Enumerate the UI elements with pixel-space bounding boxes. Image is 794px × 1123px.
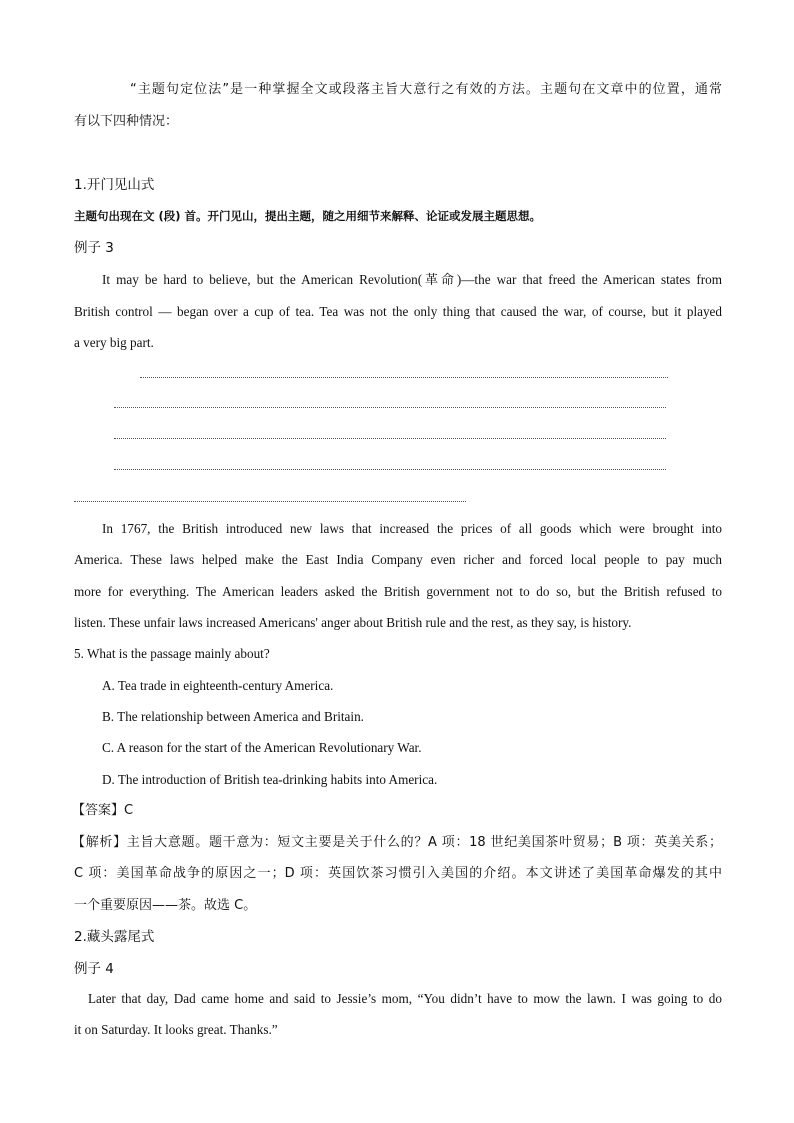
option-a: A. Tea trade in eighteenth-century America. xyxy=(102,678,334,693)
analysis-line-2: C 项：美国革命战争的原因之一；D 项：英国饮茶习惯引入美国的介绍。本文讲述了美国革命爆发的其中 xyxy=(74,866,722,881)
para2-line-1: In 1767, the British introduced new laws that increased the prices of all goods which were brought into xyxy=(102,521,722,536)
omission-dotted-line-3 xyxy=(114,438,666,439)
para2-line-4: listen. These unfair laws increased Americans' anger about British rule and the rest, as they say, is history. xyxy=(74,615,632,630)
option-c: C. A reason for the start of the American Revolutionary War. xyxy=(102,740,422,755)
example-4-label: 例子 4 xyxy=(74,961,114,977)
para2-line-3: more for everything. The American leaders asked the British government not to do so, but the British refused to xyxy=(74,584,722,599)
section2-para-line-2: it on Saturday. It looks great. Thanks.” xyxy=(74,1022,278,1037)
section1-description: 主题句出现在文 (段) 首。开门见山，提出主题，随之用细节来解释、论证或发展主题思想。 xyxy=(74,209,542,223)
analysis-line-3: 一个重要原因——茶。故选 C。 xyxy=(74,898,257,913)
option-b: B. The relationship between America and Britain. xyxy=(102,709,364,724)
section2-heading: 2.藏头露尾式 xyxy=(74,929,155,945)
para1-line-2: British control — began over a cup of tea. Tea was not the only thing that caused the war, of course, but it played xyxy=(74,304,722,319)
question-5: 5. What is the passage mainly about? xyxy=(74,646,270,661)
para1-line-1: It may be hard to believe, but the American Revolution(革命)—the war that freed the American states from xyxy=(102,272,722,287)
analysis-line-1: 【解析】主旨大意题。题干意为：短文主要是关于什么的？A 项：18 世纪美国茶叶贸易；B 项：英美关系； xyxy=(72,835,722,850)
example-3-label: 例子 3 xyxy=(74,240,114,256)
para1-line-3: a very big part. xyxy=(74,335,154,350)
para2-line-2: America. These laws helped make the East India Company even richer and forced local people to pay much xyxy=(74,552,722,567)
intro-line-2: 有以下四种情况： xyxy=(74,114,179,129)
omission-dotted-line-4 xyxy=(114,469,666,470)
omission-dotted-line-1 xyxy=(140,377,668,378)
section1-heading: 1.开门见山式 xyxy=(74,177,155,193)
section2-para-line-1: Later that day, Dad came home and said to Jessie’s mom, “You didn’t have to mow the lawn. I was going to do xyxy=(88,991,722,1006)
answer-label: 【答案】C xyxy=(72,803,134,818)
omission-dotted-line-5 xyxy=(74,501,466,502)
omission-dotted-line-2 xyxy=(114,407,666,408)
option-d: D. The introduction of British tea-drinking habits into America. xyxy=(102,772,438,787)
intro-line-1: “主题句定位法”是一种掌握全文或段落主旨大意行之有效的方法。主题句在文章中的位置，通常 xyxy=(130,82,722,97)
